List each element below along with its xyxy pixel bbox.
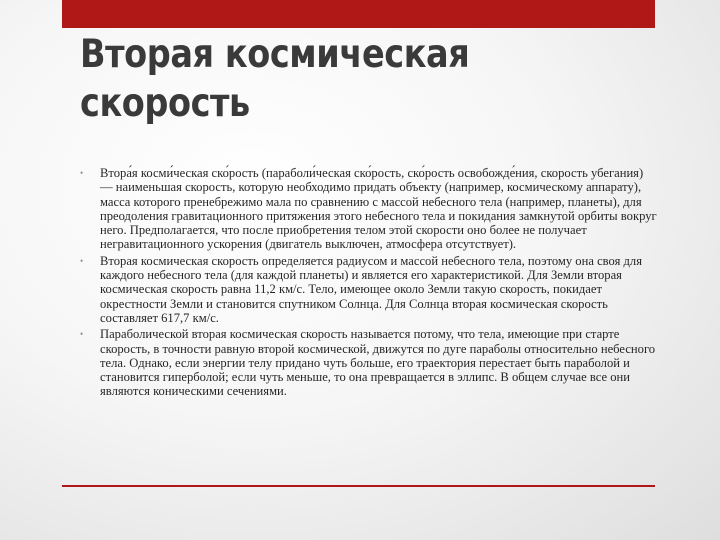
bottom-accent-rule (62, 485, 655, 487)
bullet-text: Вторая космическая скорость определяется радиусом и массой небесного тела, поэтому она своя для каждого небесного тела (для каждой планеты) и является его характеристикой. Для Земли вторая космическая скорость равна 11,2 км/с. Тело, имеющее около Земли такую скорость, покидает окрестности Земли и становится спутником Солнца. Для Солнца вторая космическая скорость составляет 617,7 км/с. (100, 253, 642, 325)
slide-title-line-2: скорость (80, 81, 250, 126)
slide-title-line-1: Вторая космическая (80, 32, 470, 77)
bullet-item (78, 166, 658, 252)
bullet-list (78, 166, 658, 399)
bullet-text: Параболической вторая космическая скорость называется потому, что тела, имеющие при старте скорость, в точности равную второй космической, движутся по дуге параболы относительно небесного тела. Однако, если энергии телу придано чуть больше, его траектория перестает быть параболой и становится гиперболой; если чуть меньше, то она превращается в эллипс. В общем случае все они являются коническими сечениями. (100, 327, 656, 399)
bullet-item (78, 254, 658, 325)
top-accent-bar (62, 0, 655, 28)
bullet-item (78, 327, 658, 398)
bullet-icon: • (80, 168, 84, 178)
bullet-icon: • (80, 255, 84, 266)
bullet-icon: • (80, 329, 84, 340)
slide-title (80, 30, 562, 128)
bullet-text: Втора́я косми́ческая ско́рость (параболи́ческая ско́рость, ско́рость освобожде́ния, скорость убегания) — наименьшая скорость, которую необходимо придать объекту (например, космическому аппарату), масса которого пренебрежимо мала по сравнению с массой небесного тела (например, планеты), для преодоления гравитационного притяжения этого небесного тела и покидания замкнутой орбиты вокруг него. Предполагается, что после приобретения телом этой скорости оно более не получает негравитационного ускорения (двигатель выключен, атмосфера отсутствует). (100, 166, 657, 252)
